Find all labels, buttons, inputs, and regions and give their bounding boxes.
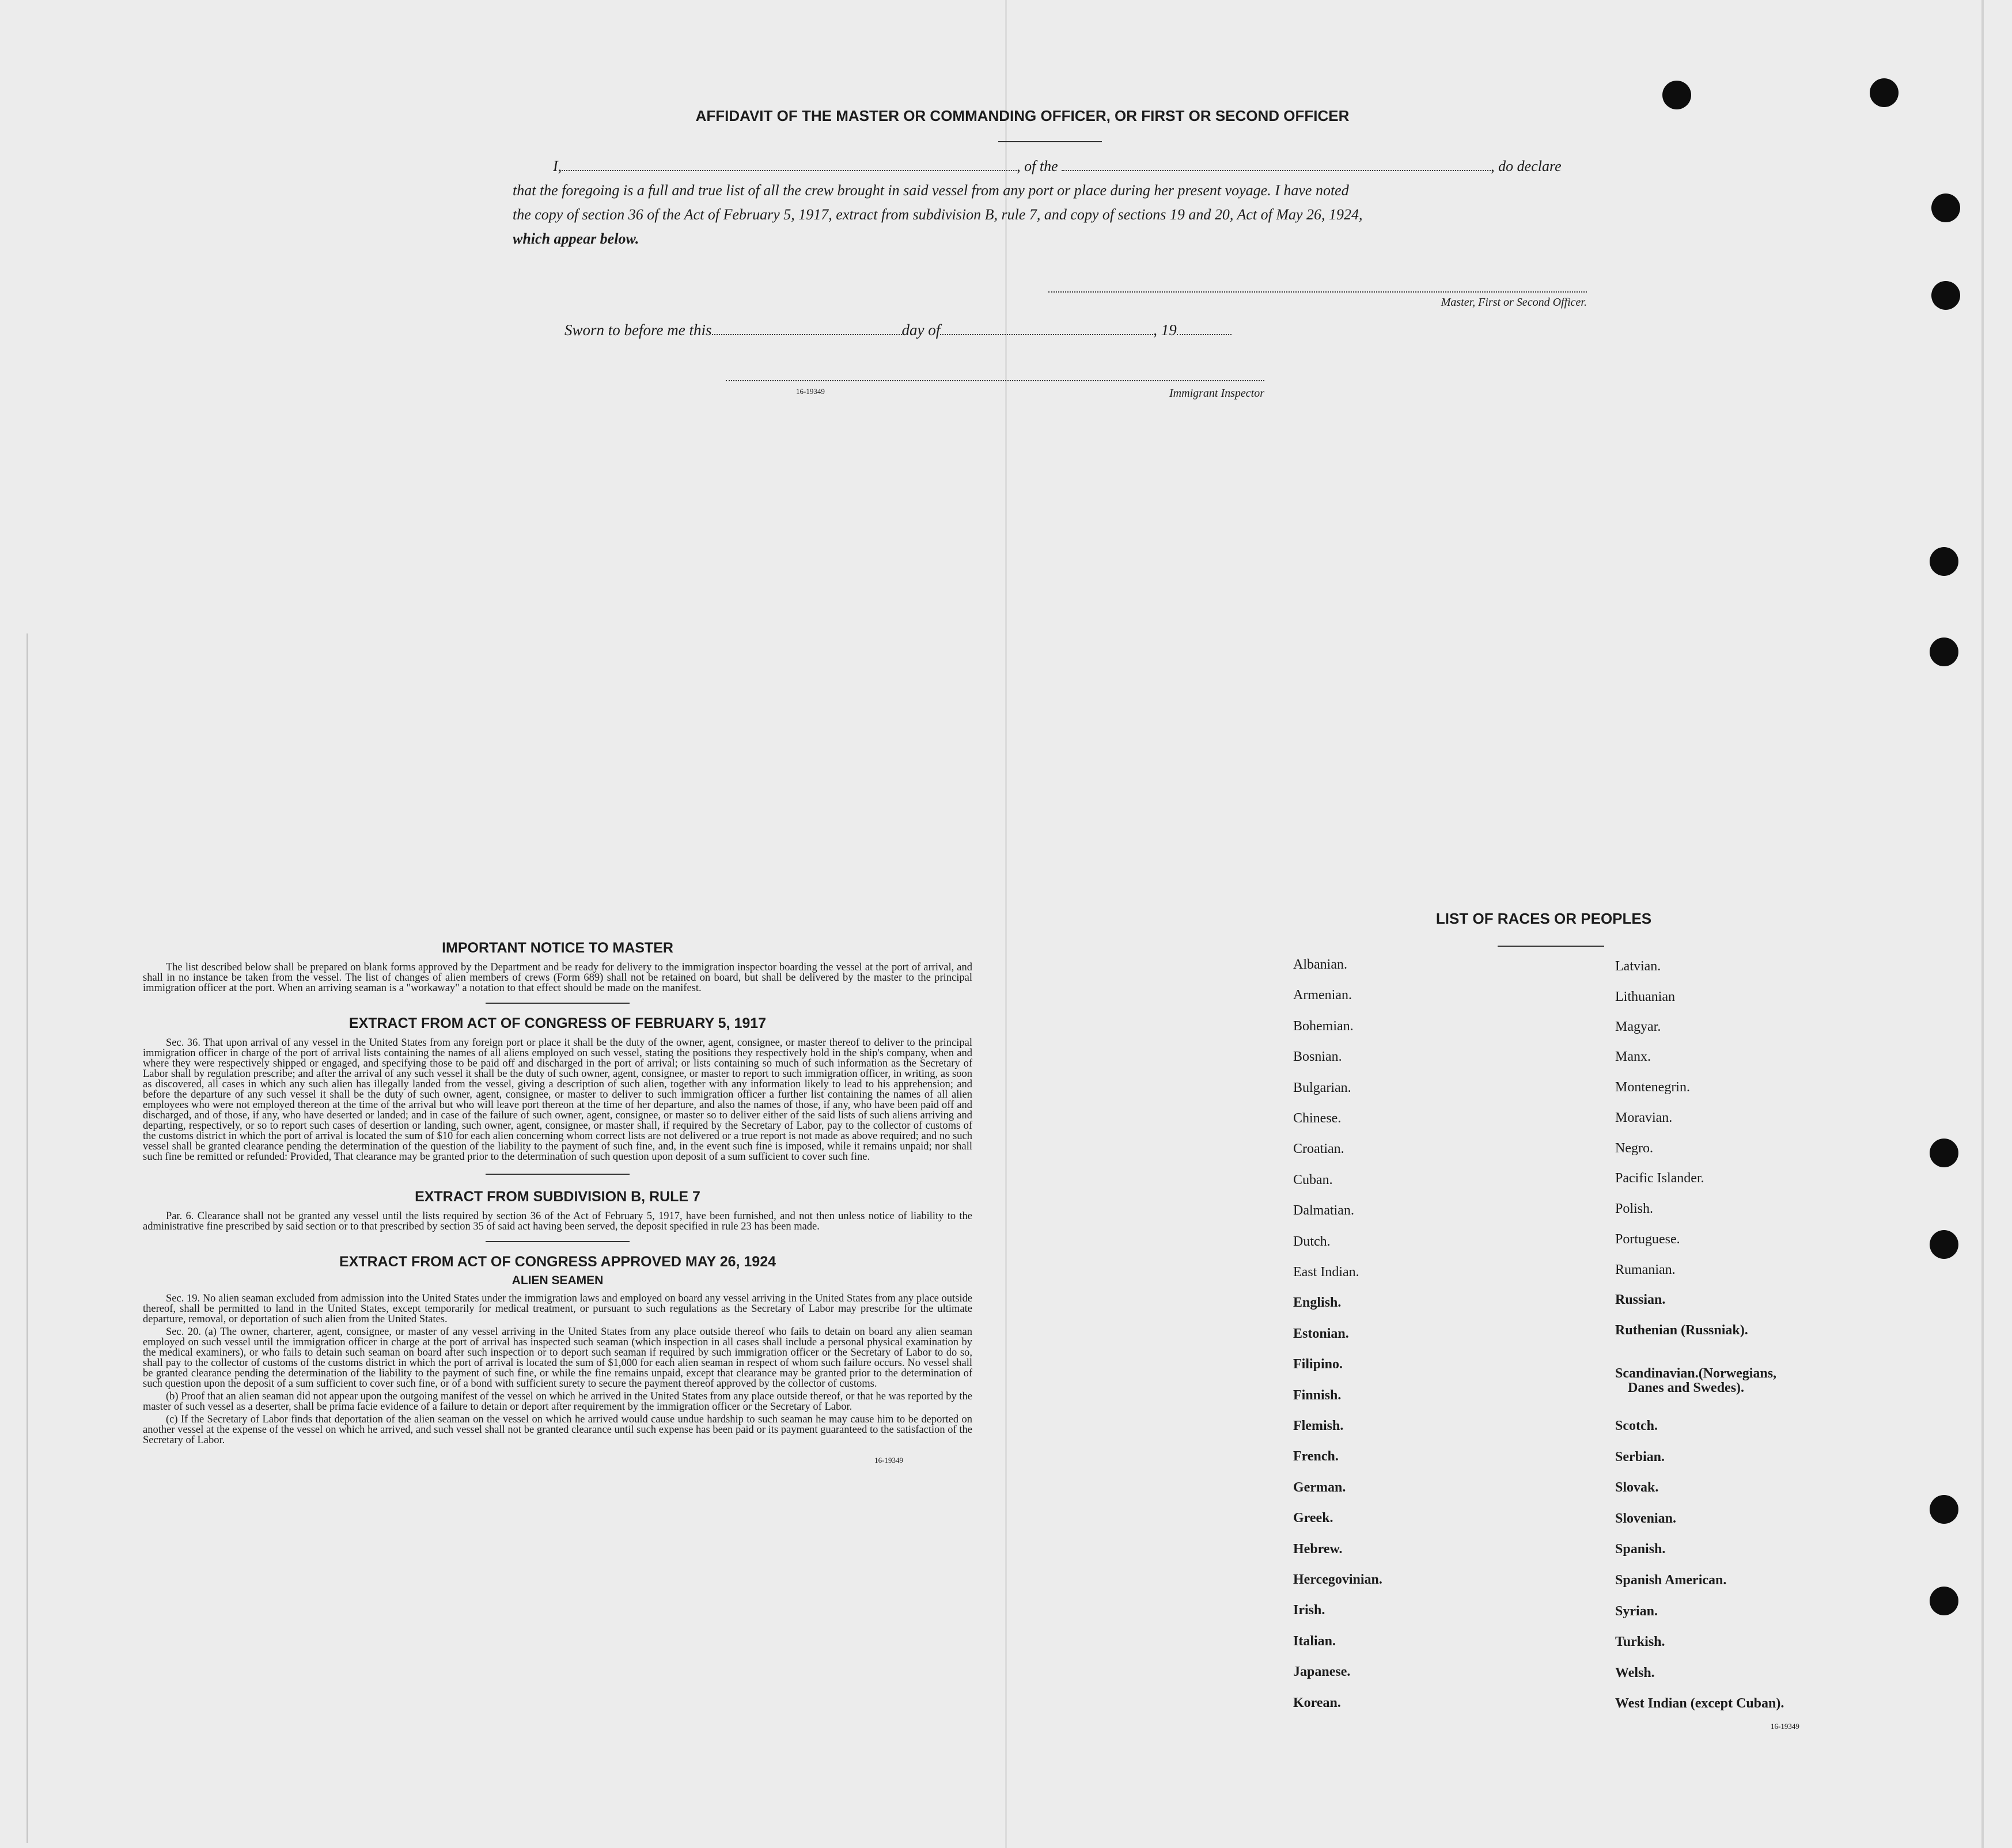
punch-hole: [1930, 1587, 1958, 1615]
form-number-bottom-right: 16-19349: [1771, 1722, 1799, 1731]
punch-hole: [1662, 81, 1691, 109]
race-item: Hercegovinian.: [1293, 1572, 1382, 1587]
divider: [486, 1241, 630, 1242]
subdivision-b-title: EXTRACT FROM SUBDIVISION B, RULE 7: [415, 1189, 700, 1205]
race-item: Bulgarian.: [1293, 1080, 1351, 1095]
race-item: Portuguese.: [1615, 1232, 1680, 1247]
race-item: Russian.: [1615, 1292, 1666, 1307]
affidavit-line2: that the foregoing is a full and true list of all the crew brought in said vessel from any port or place during her present voyage. I have noted: [513, 182, 1349, 199]
race-item: Welsh.: [1615, 1665, 1655, 1680]
race-item: Chinese.: [1293, 1111, 1342, 1126]
sec20a-text: Sec. 20. (a) The owner, charterer, agent, consignee, or master of any vessel arriving in the United States from any place outside thereof who fails to detain on board any alien seaman employed on such vessel until the immigration officer in charge at the port of arrival has inspected such seaman (which inspection in all cases shall include a personal physical examination by the medical examiners), or who fails to detain such seaman on board after such inspection or to deport such seaman if required by such immigration officer or the Secretary of Labor to do so, shall pay to the collector of customs of the customs district in which the port of arrival is located the sum of $1,000 for each alien seaman in respect of whom such failure occurs. No vessel shall be granted clearance pending the determination of the liability to the payment of such fine, or while the fine remains unpaid, except that clearance may be granted prior to the determination of such question upon the deposit of a sum sufficient to cover such fine, or of a bond with sufficient surety to secure the payment thereof approved by the collector of customs.: [143, 1326, 972, 1390]
race-item: Dutch.: [1293, 1234, 1331, 1249]
race-item: Magyar.: [1615, 1019, 1661, 1034]
notice-text: The list described below shall be prepared on blank forms approved by the Department and be ready for delivery to the immigration inspector boarding the vessel at the port of arrival, and shall in no instance be taken from the vessel. The list of changes of alien members of crews (Form 689) shall not be retained on board, but shall be delivered by the master to the principal immigration officer at the port. When an arriving seaman is a "workaway" a notation to that effect should be made on the manifest.: [143, 962, 972, 994]
punch-hole: [1930, 547, 1958, 576]
race-item: Slovenian.: [1615, 1511, 1677, 1526]
race-item: Bosnian.: [1293, 1049, 1342, 1065]
affidavit-line4: which appear below.: [513, 230, 639, 247]
vessel-field[interactable]: [1062, 157, 1491, 171]
race-item: Danes and Swedes).: [1628, 1380, 1745, 1395]
race-item: Irish.: [1293, 1603, 1325, 1618]
sworn-day-field[interactable]: [712, 321, 902, 335]
inspector-signature-line[interactable]: [726, 380, 1264, 381]
punch-hole: [1930, 1139, 1958, 1167]
sec20c-text: (c) If the Secretary of Labor finds that deportation of the alien seaman on the vessel on which he arrived would cause undue hardship to such seaman he may cause him to be deported on another vessel at the expense of the vessel on which he arrived, and such vessel shall not be granted clearance until such expense has been paid or its payment guaranteed to the satisfaction of the Secretary of Labor.: [143, 1414, 972, 1446]
race-item: Greek.: [1293, 1511, 1333, 1526]
sec19-text: Sec. 19. No alien seaman excluded from admission into the United States under the immigration laws and employed on board any vessel arriving in the United States from any place outside thereof, shall be permitted to land in the United States, except temporarily for medical treatment, or pursuant to such regulations as the Secretary of Labor may prescribe for the ultimate departure, removal, or deportation of such alien from the United States.: [143, 1293, 972, 1325]
extract-1917-title: EXTRACT FROM ACT OF CONGRESS OF FEBRUARY 5, 1917: [348, 1015, 767, 1031]
master-signature-line[interactable]: [1048, 291, 1587, 293]
race-item: Filipino.: [1293, 1357, 1343, 1372]
race-item: French.: [1293, 1449, 1339, 1464]
race-item: Syrian.: [1615, 1604, 1658, 1619]
page-edge: [1981, 0, 1984, 1848]
races-title: LIST OF RACES OR PEOPLES: [1435, 910, 1652, 927]
sworn-label: Sworn to before me this: [564, 321, 712, 339]
punch-hole: [1870, 78, 1899, 107]
race-item: Finnish.: [1293, 1387, 1342, 1403]
do-declare-label: , do declare: [1491, 158, 1562, 174]
race-item: Korean.: [1293, 1695, 1341, 1710]
race-item: Rumanian.: [1615, 1262, 1676, 1277]
race-item: Armenian.: [1293, 988, 1352, 1003]
race-item: Cuban.: [1293, 1172, 1333, 1187]
race-item: Serbian.: [1615, 1449, 1665, 1464]
race-item: English.: [1293, 1295, 1342, 1311]
race-item: Japanese.: [1293, 1664, 1351, 1680]
race-item: Ruthenian (Russniak).: [1615, 1323, 1748, 1338]
subdivision-b-text: Par. 6. Clearance shall not be granted any vessel until the lists required by section 36 of the Act of February 5, 1917, have been furnished, and not then unless notice of liability to the administrative fine prescribed by said section or to that prescribed by section 35 of said act having been served, the deposit specified in rule 23 has been made.: [143, 1211, 972, 1232]
race-item: Slovak.: [1615, 1480, 1659, 1495]
left-strip: [26, 633, 36, 1843]
punch-hole: [1931, 193, 1960, 222]
punch-hole: [1931, 281, 1960, 310]
race-item: Montenegrin.: [1615, 1080, 1690, 1095]
alien-seamen-subtitle: ALIEN SEAMEN: [511, 1274, 604, 1287]
race-item: Scotch.: [1615, 1418, 1658, 1433]
race-item: Estonian.: [1293, 1326, 1349, 1341]
races-rule: [1498, 946, 1604, 947]
affidavit-body: [513, 154, 1590, 251]
divider: [486, 1003, 630, 1004]
year-label: , 19: [1153, 321, 1177, 339]
sworn-year-field[interactable]: [1177, 321, 1232, 335]
race-item: Dalmatian.: [1293, 1203, 1354, 1219]
inspector-label: Immigrant Inspector: [1169, 387, 1264, 400]
center-fold: [1005, 0, 1007, 1848]
notice-title: IMPORTANT NOTICE TO MASTER: [442, 940, 673, 956]
punch-hole: [1930, 1230, 1958, 1259]
race-item: Bohemian.: [1293, 1018, 1354, 1034]
race-item: Croatian.: [1293, 1141, 1344, 1157]
race-item: Spanish American.: [1615, 1573, 1727, 1588]
affidavit-title: AFFIDAVIT OF THE MASTER OR COMMANDING OFFICER, OR FIRST OR SECOND OFFICER: [695, 107, 1350, 124]
race-item: East Indian.: [1293, 1265, 1359, 1280]
punch-hole: [1930, 637, 1958, 666]
race-item: Flemish.: [1293, 1418, 1344, 1433]
race-item: Lithuanian: [1615, 989, 1675, 1004]
race-item: West Indian (except Cuban).: [1615, 1696, 1784, 1711]
form-number-bottom-left: 16-19349: [874, 1456, 903, 1464]
legal-column: [143, 940, 972, 1465]
punch-hole: [1930, 1495, 1958, 1524]
race-item: Negro.: [1615, 1141, 1653, 1156]
race-item: Turkish.: [1615, 1634, 1665, 1649]
race-item: Manx.: [1615, 1049, 1651, 1064]
race-item: Moravian.: [1615, 1110, 1673, 1125]
form-number-top: 16-19349: [796, 387, 825, 396]
race-item: Albanian.: [1293, 957, 1347, 972]
of-the-label: , of the: [1017, 158, 1058, 174]
i-label: I,: [553, 158, 562, 174]
title-rule: [998, 141, 1102, 142]
race-item: Scandinavian.(Norwegians,: [1615, 1366, 1777, 1381]
sec20b-text: (b) Proof that an alien seaman did not appear upon the outgoing manifest of the vessel on which he arrived in the United States from any place outside thereof, or that he was reported by the master of such vessel as a deserter, shall be prima facie evidence of a failure to detain or deport after requirement by the immigration officer or the Secretary of Labor.: [143, 1391, 972, 1413]
race-item: Italian.: [1293, 1633, 1336, 1649]
race-item: Spanish.: [1615, 1542, 1666, 1557]
divider: [486, 1174, 630, 1175]
sworn-month-field[interactable]: [940, 321, 1153, 335]
race-item: German.: [1293, 1479, 1346, 1495]
race-item: Pacific Islander.: [1615, 1171, 1704, 1186]
race-item: Polish.: [1615, 1201, 1654, 1216]
race-item: Hebrew.: [1293, 1541, 1343, 1557]
master-label: Master, First or Second Officer.: [1441, 296, 1587, 309]
extract-1917-text: Sec. 36. That upon arrival of any vessel in the United States from any foreign port or place it shall be the duty of the owner, agent, consignee, or master thereof to deliver to the principal immigration officer in charge of the port of arrival lists containing the names of all aliens employed on such vessel, stating the positions they respectively hold in the ship's company, when and where they were respectively shipped or engaged, and specifying those to be paid off and discharged in the port of arrival; or lists containing so much of such information as the Secretary of Labor shall by regulation prescribe; and after the arrival of any such vessel it shall be the duty of such owner, agent, consignee, or master to report to such immigration officer, in writing, as soon as discovered, all cases in which any such alien has illegally landed from the vessel, giving a description of such alien, together with any information likely to lead to his apprehension; and before the departure of any such vessel it shall be the duty of such owner, agent, consignee, or master to deliver to such immigration officer a further list containing the names of all alien employees who were not employed thereon at the time of the arrival but who will leave port thereon at the time of her departure, and also the names of those, if any, who have been paid off and discharged, and of those, if any, who have deserted or landed; and in case of the failure of such owner, agent, consignee, or master so to deliver either of the said lists of such aliens arriving and departing, respectively, or so to report such cases of desertion or landing, such owner, agent, consignee, or master shall, if required by the Secretary of Labor, pay to the collector of customs of the customs district in which the port of arrival is located the sum of $10 for each alien concerning whom correct lists are not delivered or a true report is not made as above required; and no such vessel shall be granted clearance pending the determination of the question of the liability to the payment of such fine, and, in the event such fine is imposed, while it remains unpaid; nor shall such fine be remitted or refunded: Provided, That clearance may be granted prior to the determination of such question upon deposit of a sum sufficient to cover such fine.: [143, 1037, 972, 1163]
affidavit-line3: the copy of section 36 of the Act of February 5, 1917, extract from subdivision B, rule 7, and copy of sections 19 and 20, Act of May 26, 1924,: [513, 206, 1363, 223]
sworn-line: [564, 321, 1232, 339]
day-of-label: day of: [901, 321, 941, 339]
extract-1924-title: EXTRACT FROM ACT OF CONGRESS APPROVED MAY 26, 1924: [339, 1254, 776, 1270]
race-item: Latvian.: [1615, 959, 1661, 974]
name-field[interactable]: [562, 157, 1017, 171]
